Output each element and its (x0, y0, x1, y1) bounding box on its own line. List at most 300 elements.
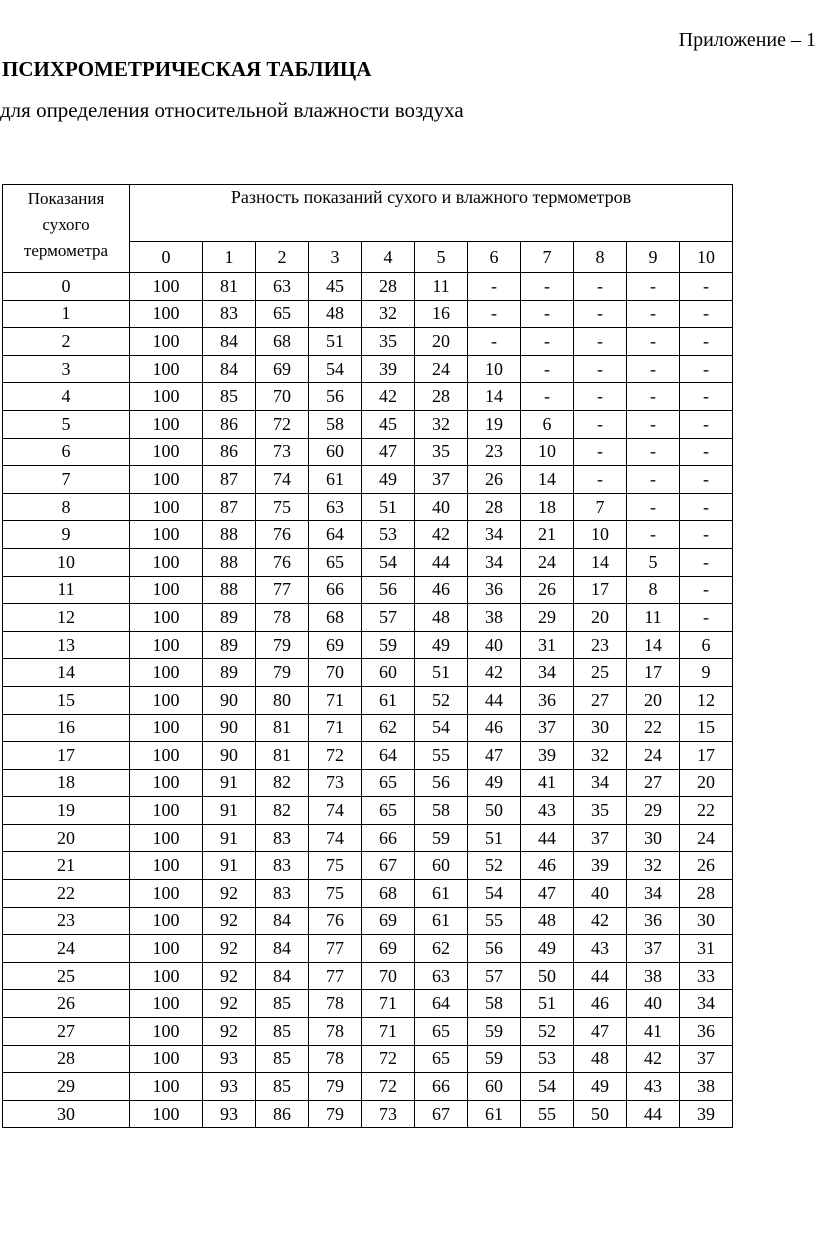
dry-temp-cell: 12 (3, 604, 130, 632)
humidity-cell: 88 (203, 548, 256, 576)
humidity-cell: 30 (627, 824, 680, 852)
humidity-cell: - (521, 383, 574, 411)
humidity-cell: 73 (362, 1100, 415, 1128)
humidity-cell: 29 (521, 604, 574, 632)
humidity-cell: - (680, 521, 733, 549)
difference-column-header: 5 (415, 242, 468, 273)
humidity-cell: 18 (521, 493, 574, 521)
humidity-cell: 84 (256, 907, 309, 935)
humidity-cell: 76 (256, 521, 309, 549)
humidity-cell: 58 (309, 410, 362, 438)
humidity-cell: 21 (521, 521, 574, 549)
humidity-cell: 53 (521, 1045, 574, 1073)
humidity-cell: 79 (256, 659, 309, 687)
dry-temp-cell: 11 (3, 576, 130, 604)
humidity-cell: 59 (362, 631, 415, 659)
humidity-cell: 92 (203, 880, 256, 908)
humidity-cell: 17 (627, 659, 680, 687)
humidity-cell: 58 (415, 797, 468, 825)
humidity-cell: 100 (130, 686, 203, 714)
humidity-cell: 78 (309, 1045, 362, 1073)
humidity-cell: 84 (203, 328, 256, 356)
table-row (3, 355, 733, 383)
dry-temp-cell: 3 (3, 355, 130, 383)
humidity-cell: 43 (627, 1073, 680, 1101)
humidity-cell: 60 (362, 659, 415, 687)
humidity-cell: 22 (627, 714, 680, 742)
humidity-cell: 43 (521, 797, 574, 825)
humidity-cell: - (627, 410, 680, 438)
humidity-cell: 76 (309, 907, 362, 935)
humidity-cell: 56 (309, 383, 362, 411)
table-row (3, 824, 733, 852)
humidity-cell: 93 (203, 1045, 256, 1073)
table-row (3, 880, 733, 908)
humidity-cell: 77 (309, 962, 362, 990)
humidity-cell: 53 (362, 521, 415, 549)
difference-column-header: 1 (203, 242, 256, 273)
humidity-cell: 57 (362, 604, 415, 632)
humidity-cell: 100 (130, 604, 203, 632)
humidity-cell: - (680, 438, 733, 466)
humidity-cell: 100 (130, 880, 203, 908)
humidity-cell: 46 (574, 990, 627, 1018)
humidity-cell: - (574, 438, 627, 466)
humidity-cell: 25 (574, 659, 627, 687)
humidity-cell: 89 (203, 631, 256, 659)
dry-temp-cell: 16 (3, 714, 130, 742)
humidity-cell: 44 (521, 824, 574, 852)
humidity-cell: 14 (521, 466, 574, 494)
humidity-cell: 61 (415, 880, 468, 908)
dry-temp-cell: 4 (3, 383, 130, 411)
humidity-cell: 11 (415, 273, 468, 301)
humidity-cell: 83 (203, 300, 256, 328)
humidity-cell: 15 (680, 714, 733, 742)
dry-temp-cell: 28 (3, 1045, 130, 1073)
humidity-cell: 100 (130, 493, 203, 521)
humidity-cell: - (680, 328, 733, 356)
dry-temp-cell: 25 (3, 962, 130, 990)
humidity-cell: 49 (415, 631, 468, 659)
humidity-cell: 19 (468, 410, 521, 438)
humidity-cell: 100 (130, 797, 203, 825)
humidity-cell: 44 (468, 686, 521, 714)
table-row (3, 659, 733, 687)
humidity-cell: 85 (256, 1018, 309, 1046)
humidity-cell: 100 (130, 576, 203, 604)
humidity-cell: - (574, 273, 627, 301)
difference-column-header: 4 (362, 242, 415, 273)
humidity-cell: 66 (309, 576, 362, 604)
dry-temp-cell: 24 (3, 935, 130, 963)
humidity-cell: 54 (468, 880, 521, 908)
humidity-cell: 73 (309, 769, 362, 797)
humidity-cell: - (627, 300, 680, 328)
humidity-cell: 55 (521, 1100, 574, 1128)
humidity-cell: 17 (680, 742, 733, 770)
humidity-cell: - (627, 438, 680, 466)
humidity-cell: 100 (130, 824, 203, 852)
humidity-cell: 62 (415, 935, 468, 963)
humidity-cell: 71 (309, 686, 362, 714)
humidity-cell: 28 (362, 273, 415, 301)
table-row (3, 631, 733, 659)
humidity-cell: 79 (309, 1100, 362, 1128)
humidity-cell: 100 (130, 355, 203, 383)
humidity-cell: 6 (680, 631, 733, 659)
humidity-cell: 32 (627, 852, 680, 880)
humidity-cell: - (468, 273, 521, 301)
humidity-cell: 100 (130, 300, 203, 328)
humidity-cell: 26 (521, 576, 574, 604)
humidity-cell: 37 (415, 466, 468, 494)
table-row (3, 742, 733, 770)
humidity-cell: 75 (309, 852, 362, 880)
humidity-cell: 52 (468, 852, 521, 880)
table-row (3, 714, 733, 742)
humidity-cell: 50 (521, 962, 574, 990)
psychrometric-table (2, 184, 733, 1128)
humidity-cell: 92 (203, 962, 256, 990)
humidity-cell: 55 (415, 742, 468, 770)
humidity-cell: 60 (309, 438, 362, 466)
humidity-cell: 69 (256, 355, 309, 383)
humidity-cell: 61 (415, 907, 468, 935)
humidity-cell: 100 (130, 1045, 203, 1073)
dry-temp-cell: 29 (3, 1073, 130, 1101)
dry-temp-cell: 2 (3, 328, 130, 356)
humidity-cell: 100 (130, 769, 203, 797)
humidity-cell: 54 (521, 1073, 574, 1101)
dry-temp-cell: 26 (3, 990, 130, 1018)
humidity-cell: 82 (256, 797, 309, 825)
humidity-cell: 40 (627, 990, 680, 1018)
humidity-cell: 10 (468, 355, 521, 383)
humidity-cell: 64 (415, 990, 468, 1018)
humidity-cell: 78 (309, 1018, 362, 1046)
table-row (3, 1045, 733, 1073)
humidity-cell: 28 (680, 880, 733, 908)
humidity-cell: - (521, 273, 574, 301)
appendix-label: Приложение – 1 (678, 29, 816, 51)
difference-column-header: 0 (130, 242, 203, 273)
humidity-cell: 57 (468, 962, 521, 990)
humidity-cell: 65 (256, 300, 309, 328)
humidity-cell: 56 (362, 576, 415, 604)
dry-temp-cell: 27 (3, 1018, 130, 1046)
humidity-cell: 44 (574, 962, 627, 990)
humidity-cell: 100 (130, 742, 203, 770)
humidity-cell: - (521, 328, 574, 356)
humidity-cell: 55 (468, 907, 521, 935)
humidity-cell: 20 (415, 328, 468, 356)
humidity-cell: 100 (130, 1100, 203, 1128)
humidity-cell: 79 (256, 631, 309, 659)
humidity-cell: 10 (574, 521, 627, 549)
humidity-cell: 60 (468, 1073, 521, 1101)
difference-column-header: 8 (574, 242, 627, 273)
dry-temp-cell: 7 (3, 466, 130, 494)
humidity-cell: 100 (130, 631, 203, 659)
table-row (3, 935, 733, 963)
humidity-cell: 46 (521, 852, 574, 880)
humidity-cell: 85 (256, 1073, 309, 1101)
humidity-cell: 89 (203, 604, 256, 632)
dry-temp-cell: 30 (3, 1100, 130, 1128)
humidity-cell: 100 (130, 328, 203, 356)
difference-column-header: 9 (627, 242, 680, 273)
humidity-cell: 56 (468, 935, 521, 963)
humidity-cell: 39 (680, 1100, 733, 1128)
humidity-cell: 69 (362, 907, 415, 935)
humidity-cell: 67 (362, 852, 415, 880)
table-row (3, 769, 733, 797)
humidity-cell: 75 (309, 880, 362, 908)
humidity-cell: 63 (415, 962, 468, 990)
humidity-cell: 10 (521, 438, 574, 466)
humidity-cell: 28 (468, 493, 521, 521)
humidity-cell: - (680, 548, 733, 576)
humidity-cell: 40 (468, 631, 521, 659)
humidity-cell: 71 (309, 714, 362, 742)
dry-temp-cell: 14 (3, 659, 130, 687)
humidity-cell: 92 (203, 1018, 256, 1046)
humidity-cell: 38 (468, 604, 521, 632)
humidity-cell: 59 (468, 1045, 521, 1073)
humidity-cell: 34 (468, 521, 521, 549)
humidity-cell: 69 (309, 631, 362, 659)
humidity-cell: 73 (256, 438, 309, 466)
difference-column-header: 10 (680, 242, 733, 273)
humidity-cell: 41 (627, 1018, 680, 1046)
table-row (3, 410, 733, 438)
humidity-cell: 51 (362, 493, 415, 521)
dry-temp-cell: 23 (3, 907, 130, 935)
humidity-cell: - (627, 328, 680, 356)
humidity-cell: 64 (362, 742, 415, 770)
humidity-cell: 34 (574, 769, 627, 797)
humidity-cell: - (627, 355, 680, 383)
humidity-cell: 42 (415, 521, 468, 549)
humidity-cell: 33 (680, 962, 733, 990)
humidity-cell: - (627, 466, 680, 494)
dry-temp-cell: 1 (3, 300, 130, 328)
page-subtitle: для определения относительной влажности воздуха (0, 98, 464, 122)
humidity-cell: 20 (680, 769, 733, 797)
dry-temp-cell: 22 (3, 880, 130, 908)
humidity-cell: 85 (256, 990, 309, 1018)
table-row (3, 466, 733, 494)
humidity-cell: 62 (362, 714, 415, 742)
humidity-cell: 100 (130, 438, 203, 466)
humidity-cell: - (680, 273, 733, 301)
dry-temp-cell: 17 (3, 742, 130, 770)
humidity-cell: 24 (521, 548, 574, 576)
humidity-cell: 74 (309, 797, 362, 825)
humidity-cell: 65 (362, 769, 415, 797)
table-row (3, 493, 733, 521)
humidity-cell: 85 (203, 383, 256, 411)
table-row (3, 852, 733, 880)
humidity-cell: 37 (521, 714, 574, 742)
table-row (3, 686, 733, 714)
humidity-cell: - (468, 328, 521, 356)
table-row (3, 990, 733, 1018)
humidity-cell: 42 (468, 659, 521, 687)
table-body (3, 273, 733, 1128)
humidity-cell: 54 (362, 548, 415, 576)
humidity-cell: 11 (627, 604, 680, 632)
humidity-cell: 87 (203, 466, 256, 494)
humidity-cell: 75 (256, 493, 309, 521)
humidity-cell: 42 (574, 907, 627, 935)
humidity-cell: 100 (130, 990, 203, 1018)
humidity-cell: 100 (130, 521, 203, 549)
humidity-cell: 49 (362, 466, 415, 494)
humidity-cell: 32 (574, 742, 627, 770)
humidity-cell: 44 (415, 548, 468, 576)
humidity-cell: 27 (574, 686, 627, 714)
humidity-cell: 90 (203, 742, 256, 770)
humidity-cell: 50 (574, 1100, 627, 1128)
humidity-cell: - (627, 383, 680, 411)
humidity-cell: 42 (627, 1045, 680, 1073)
humidity-cell: - (680, 604, 733, 632)
difference-column-header: 7 (521, 242, 574, 273)
humidity-cell: 61 (362, 686, 415, 714)
humidity-cell: 71 (362, 1018, 415, 1046)
humidity-cell: 30 (680, 907, 733, 935)
humidity-cell: 100 (130, 659, 203, 687)
dry-temp-cell: 21 (3, 852, 130, 880)
humidity-cell: 100 (130, 548, 203, 576)
humidity-cell: 79 (309, 1073, 362, 1101)
humidity-cell: 47 (362, 438, 415, 466)
humidity-cell: 93 (203, 1073, 256, 1101)
humidity-cell: 58 (468, 990, 521, 1018)
humidity-cell: 23 (574, 631, 627, 659)
humidity-cell: 56 (415, 769, 468, 797)
humidity-cell: 59 (415, 824, 468, 852)
humidity-cell: 91 (203, 852, 256, 880)
difference-group-header: Разность показаний сухого и влажного термометров (130, 185, 733, 242)
humidity-cell: 70 (309, 659, 362, 687)
humidity-cell: 16 (415, 300, 468, 328)
humidity-cell: 47 (521, 880, 574, 908)
humidity-cell: 100 (130, 410, 203, 438)
humidity-cell: - (574, 300, 627, 328)
humidity-cell: 5 (627, 548, 680, 576)
humidity-cell: 8 (627, 576, 680, 604)
dry-temp-cell: 19 (3, 797, 130, 825)
humidity-cell: 51 (415, 659, 468, 687)
humidity-cell: 65 (309, 548, 362, 576)
humidity-cell: 83 (256, 824, 309, 852)
humidity-cell: 88 (203, 521, 256, 549)
humidity-cell: 70 (362, 962, 415, 990)
humidity-cell: 85 (256, 1045, 309, 1073)
humidity-cell: 35 (574, 797, 627, 825)
humidity-cell: 82 (256, 769, 309, 797)
table-row (3, 797, 733, 825)
dry-temp-cell: 15 (3, 686, 130, 714)
humidity-cell: 7 (574, 493, 627, 521)
humidity-cell: 78 (256, 604, 309, 632)
humidity-cell: - (627, 273, 680, 301)
humidity-cell: 77 (256, 576, 309, 604)
humidity-cell: 72 (362, 1073, 415, 1101)
humidity-cell: 40 (415, 493, 468, 521)
humidity-cell: 36 (468, 576, 521, 604)
humidity-cell: - (574, 383, 627, 411)
humidity-cell: 34 (521, 659, 574, 687)
humidity-cell: 42 (362, 383, 415, 411)
dry-temp-cell: 10 (3, 548, 130, 576)
dry-temp-cell: 6 (3, 438, 130, 466)
humidity-cell: 74 (309, 824, 362, 852)
humidity-cell: 35 (362, 328, 415, 356)
humidity-cell: 35 (415, 438, 468, 466)
humidity-cell: - (680, 355, 733, 383)
humidity-cell: 100 (130, 1018, 203, 1046)
humidity-cell: 28 (415, 383, 468, 411)
humidity-cell: 6 (521, 410, 574, 438)
humidity-cell: 81 (256, 742, 309, 770)
humidity-cell: 68 (309, 604, 362, 632)
humidity-cell: 52 (415, 686, 468, 714)
humidity-cell: 37 (627, 935, 680, 963)
table-row (3, 521, 733, 549)
humidity-cell: 51 (468, 824, 521, 852)
humidity-cell: 50 (468, 797, 521, 825)
humidity-cell: 81 (203, 273, 256, 301)
humidity-cell: 26 (468, 466, 521, 494)
humidity-cell: 100 (130, 1073, 203, 1101)
humidity-cell: 93 (203, 1100, 256, 1128)
table-row (3, 962, 733, 990)
table-row (3, 383, 733, 411)
humidity-cell: - (680, 383, 733, 411)
humidity-cell: 100 (130, 907, 203, 935)
humidity-cell: 86 (203, 410, 256, 438)
humidity-cell: 70 (256, 383, 309, 411)
humidity-cell: - (574, 410, 627, 438)
humidity-cell: 43 (574, 935, 627, 963)
humidity-cell: 77 (309, 935, 362, 963)
humidity-cell: 22 (680, 797, 733, 825)
humidity-cell: 51 (521, 990, 574, 1018)
humidity-cell: 68 (362, 880, 415, 908)
humidity-cell: 41 (521, 769, 574, 797)
humidity-cell: - (574, 355, 627, 383)
humidity-cell: 44 (627, 1100, 680, 1128)
humidity-cell: 23 (468, 438, 521, 466)
humidity-cell: 46 (468, 714, 521, 742)
humidity-cell: 29 (627, 797, 680, 825)
humidity-cell: 14 (627, 631, 680, 659)
humidity-cell: 34 (468, 548, 521, 576)
humidity-cell: 64 (309, 521, 362, 549)
humidity-cell: 100 (130, 383, 203, 411)
humidity-cell: 20 (574, 604, 627, 632)
humidity-cell: 59 (468, 1018, 521, 1046)
difference-column-header: 2 (256, 242, 309, 273)
dry-temp-cell: 20 (3, 824, 130, 852)
dry-temp-cell: 9 (3, 521, 130, 549)
humidity-cell: 88 (203, 576, 256, 604)
table-row (3, 1100, 733, 1128)
